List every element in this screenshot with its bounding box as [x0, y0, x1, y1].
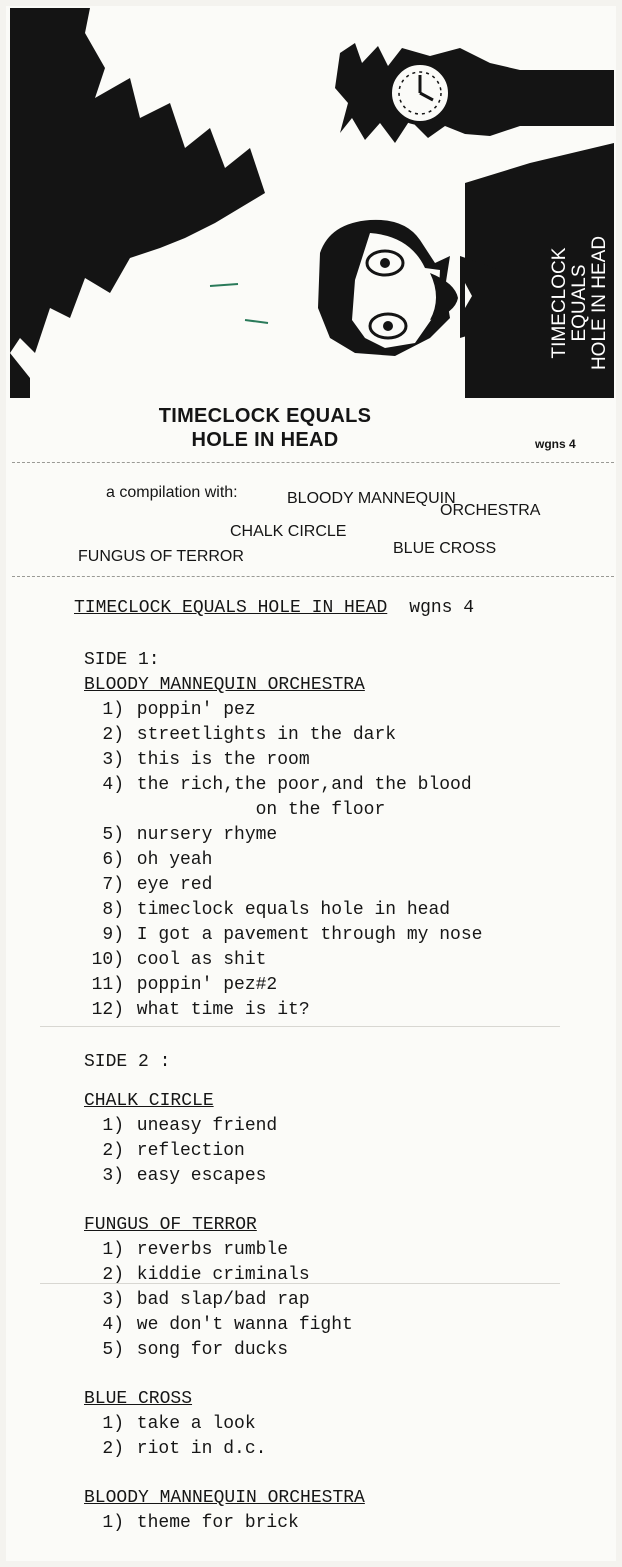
- track-number: 1): [102, 1414, 124, 1434]
- track-title: this is the room: [126, 750, 310, 770]
- track-item: [84, 748, 482, 773]
- track-number: 12): [91, 1000, 124, 1020]
- track-title: bad slap/bad rap: [126, 1290, 310, 1310]
- cover-art: [10, 8, 614, 398]
- band-orchestra: ORCHESTRA: [440, 502, 541, 519]
- cover-title: [140, 404, 390, 452]
- paper-crease: [40, 1026, 560, 1027]
- track-list: [84, 698, 482, 1023]
- compilation-intro: a compilation with:: [106, 484, 238, 501]
- track-item: [84, 998, 482, 1023]
- track-number: 5): [102, 825, 124, 845]
- track-item: [84, 1437, 365, 1462]
- track-number: 2): [102, 1141, 124, 1161]
- track-title: easy escapes: [126, 1166, 267, 1186]
- spine-line: TIMECLOCK: [549, 247, 570, 359]
- track-item: [84, 873, 482, 898]
- band-heading: BLUE CROSS: [84, 1389, 193, 1409]
- track-item: [84, 1288, 365, 1313]
- track-item: [84, 923, 482, 948]
- band-heading: BLOODY MANNEQUIN ORCHESTRA: [84, 675, 365, 695]
- band-blue-cross: BLUE CROSS: [393, 540, 497, 557]
- side-label: SIDE 1:: [84, 650, 160, 670]
- track-number: 3): [102, 1290, 124, 1310]
- track-title: reverbs rumble: [126, 1240, 289, 1260]
- track-number: 4): [102, 1315, 124, 1335]
- track-item: [84, 1238, 365, 1263]
- track-number: 6): [102, 850, 124, 870]
- track-number: 1): [102, 1240, 124, 1260]
- cover-title-line: TIMECLOCK EQUALS: [158, 405, 372, 427]
- cover-illustration: [10, 8, 614, 398]
- track-title: riot in d.c.: [126, 1439, 267, 1459]
- track-title: eye red: [126, 875, 213, 895]
- band-fungus-of-terror: FUNGUS OF TERROR: [78, 548, 244, 565]
- track-item: [84, 1139, 365, 1164]
- sheet-catalog: wgns 4: [409, 598, 475, 618]
- track-title: timeclock equals hole in head: [126, 900, 451, 920]
- track-number: 3): [102, 1166, 124, 1186]
- track-item: [84, 773, 482, 798]
- sheet-heading: [74, 598, 474, 618]
- band-chalk-circle: CHALK CIRCLE: [230, 523, 347, 540]
- track-item: [84, 1164, 365, 1189]
- spine-line: HOLE IN HEAD: [589, 235, 610, 371]
- sheet-title: TIMECLOCK EQUALS HOLE IN HEAD: [74, 598, 388, 618]
- track-item: [84, 973, 482, 998]
- track-title: uneasy friend: [126, 1116, 278, 1136]
- side-2-groups: [84, 1075, 365, 1536]
- track-item: [84, 848, 482, 873]
- track-item: [84, 948, 482, 973]
- track-item: [84, 1412, 365, 1437]
- track-item: [84, 798, 482, 823]
- spine-line: EQUALS: [569, 264, 590, 342]
- side-1: [84, 648, 482, 1023]
- track-title: nursery rhyme: [126, 825, 278, 845]
- track-item: [84, 1338, 365, 1363]
- track-number: 11): [91, 975, 124, 995]
- track-item: [84, 1114, 365, 1139]
- fold-line: [12, 576, 614, 577]
- track-title: we don't wanna fight: [126, 1315, 353, 1335]
- track-title: poppin' pez: [126, 700, 256, 720]
- band-heading: CHALK CIRCLE: [84, 1091, 214, 1111]
- track-number: 4): [102, 775, 124, 795]
- band-bloody-mannequin: BLOODY MANNEQUIN: [287, 490, 456, 507]
- track-title: theme for brick: [126, 1513, 299, 1533]
- track-title: kiddie criminals: [126, 1265, 310, 1285]
- track-number: 7): [102, 875, 124, 895]
- fold-line: [12, 462, 614, 463]
- track-number: 2): [102, 1439, 124, 1459]
- track-number: 8): [102, 900, 124, 920]
- cover-title-line: HOLE IN HEAD: [191, 429, 339, 451]
- track-item: [84, 1313, 365, 1338]
- track-number: 1): [102, 1116, 124, 1136]
- track-item: [84, 1263, 365, 1288]
- track-number: 1): [102, 1513, 124, 1533]
- band-heading: BLOODY MANNEQUIN ORCHESTRA: [84, 1488, 365, 1508]
- track-item: [84, 1511, 365, 1536]
- track-title: the rich,the poor,and the blood: [126, 775, 472, 795]
- track-number: 1): [102, 700, 124, 720]
- track-item: [84, 823, 482, 848]
- track-item: [84, 898, 482, 923]
- paper-crease: [40, 1283, 560, 1284]
- track-number: 2): [102, 725, 124, 745]
- track-number: 2): [102, 1265, 124, 1285]
- side-2: [84, 1050, 365, 1536]
- track-title: on the floor: [126, 800, 386, 820]
- track-title: streetlights in the dark: [126, 725, 397, 745]
- side-label: SIDE 2 :: [84, 1052, 171, 1072]
- track-title: I got a pavement through my nose: [126, 925, 483, 945]
- clock-icon: [390, 63, 450, 123]
- track-number: 10): [91, 950, 124, 970]
- track-title: reflection: [126, 1141, 245, 1161]
- track-number: 9): [102, 925, 124, 945]
- track-title: what time is it?: [126, 1000, 310, 1020]
- black-band-shape: [335, 43, 614, 143]
- track-title: take a look: [126, 1414, 256, 1434]
- track-number: 5): [102, 1340, 124, 1360]
- track-item: [84, 698, 482, 723]
- track-title: cool as shit: [126, 950, 267, 970]
- track-title: poppin' pez#2: [126, 975, 278, 995]
- track-item: [84, 723, 482, 748]
- track-number: 3): [102, 750, 124, 770]
- spine-title: [540, 213, 614, 393]
- cover-catalog-number: wgns 4: [535, 437, 576, 451]
- track-title: song for ducks: [126, 1340, 289, 1360]
- track-title: oh yeah: [126, 850, 213, 870]
- band-heading: FUNGUS OF TERROR: [84, 1215, 257, 1235]
- black-flame-shape: [10, 8, 265, 353]
